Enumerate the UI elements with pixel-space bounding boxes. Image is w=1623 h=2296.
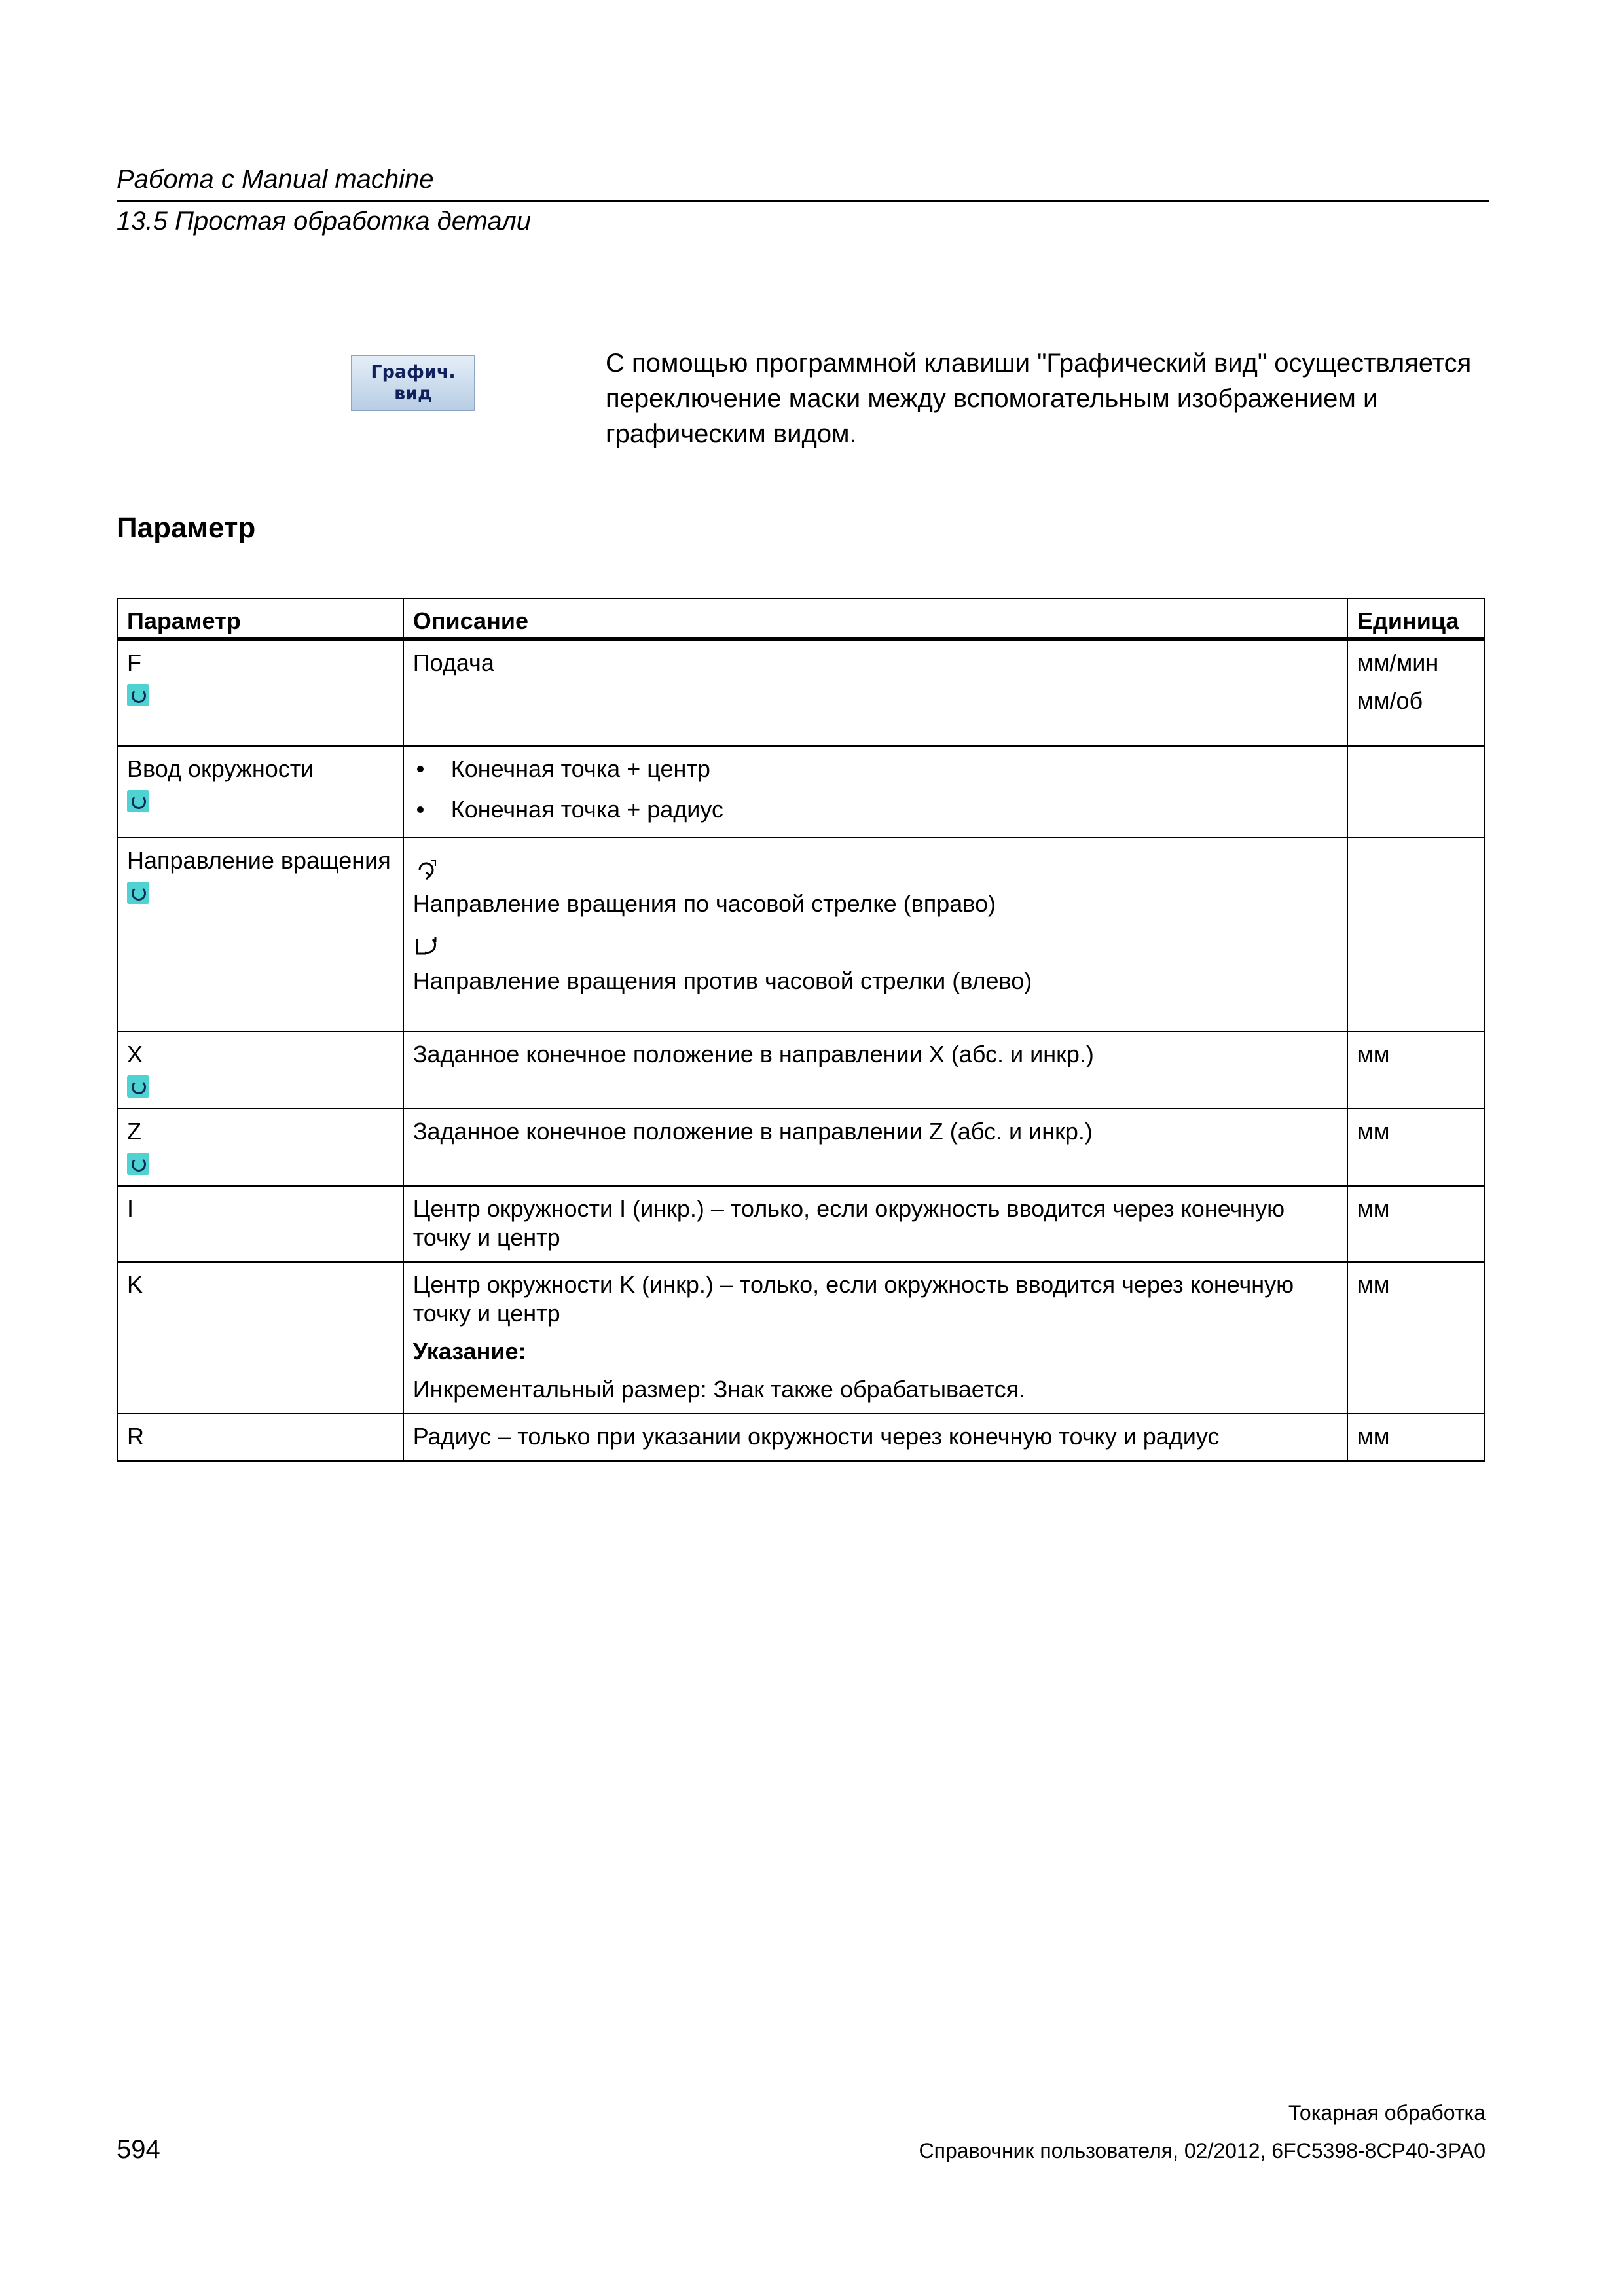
header-rule xyxy=(117,200,1489,202)
desc-cell: Заданное конечное положение в направлении X (абс. и инкр.) xyxy=(403,1031,1347,1109)
param-cell xyxy=(117,838,403,1031)
table-row-x xyxy=(117,1031,1484,1109)
graphic-view-softkey[interactable]: Графич. вид xyxy=(351,355,475,411)
rotation-clockwise-icon xyxy=(413,855,439,884)
note-text: Инкрементальный размер: Знак также обрабатывается. xyxy=(412,1376,1026,1403)
unit-cell: мм xyxy=(1347,1109,1484,1186)
table-row-f xyxy=(117,639,1484,746)
table-row-i xyxy=(117,1186,1484,1262)
desc-cell xyxy=(403,838,1347,1031)
param-name: X xyxy=(127,1041,143,1067)
desc-cell: Радиус – только при указании окружности через конечную точку и радиус xyxy=(403,1414,1347,1461)
header-param: Параметр xyxy=(117,598,403,639)
param-cell: R xyxy=(117,1414,403,1461)
rotation-cw-text: Направление вращения по часовой стрелке (вправо) xyxy=(412,890,996,917)
table-row-circle xyxy=(117,746,1484,838)
rotation-counterclockwise-icon xyxy=(413,933,439,961)
table-row-r xyxy=(117,1414,1484,1461)
table-row-z xyxy=(117,1109,1484,1186)
unit-value: мм/мин xyxy=(1357,649,1439,676)
param-name: Направление вращения xyxy=(127,847,391,874)
toggle-icon xyxy=(127,684,149,706)
bullet-list xyxy=(413,755,1338,824)
desc-cell: Заданное конечное положение в направлении Z (абс. и инкр.) xyxy=(403,1109,1347,1186)
unit-cell xyxy=(1347,838,1484,1031)
unit-cell: мм xyxy=(1347,1031,1484,1109)
desc-cell xyxy=(403,746,1347,838)
param-name: Ввод окружности xyxy=(127,755,314,782)
footer-document-id: Справочник пользователя, 02/2012, 6FC5398-8CP40-3PA0 xyxy=(919,2139,1486,2162)
unit-cell: мм xyxy=(1347,1186,1484,1262)
unit-cell: мм xyxy=(1347,1414,1484,1461)
footer-page-number: 594 xyxy=(117,2135,160,2164)
section-heading: Параметр xyxy=(117,512,256,544)
param-cell xyxy=(117,1031,403,1109)
toggle-icon xyxy=(127,1153,149,1175)
header-desc: Описание xyxy=(403,598,1347,639)
header-unit: Единица xyxy=(1347,598,1484,639)
table-row-k xyxy=(117,1262,1484,1414)
unit-cell: мм xyxy=(1347,1262,1484,1414)
unit-value: мм/об xyxy=(1357,687,1423,714)
footer-product: Токарная обработка xyxy=(1288,2101,1486,2125)
table-row-rotation xyxy=(117,838,1484,1031)
param-cell: K xyxy=(117,1262,403,1414)
desc-cell xyxy=(403,1262,1347,1414)
list-item: Конечная точка + центр xyxy=(413,755,1338,783)
header-section: 13.5 Простая обработка детали xyxy=(117,207,531,236)
toggle-icon xyxy=(127,882,149,904)
toggle-icon xyxy=(127,1075,149,1098)
header-chapter: Работа с Manual machine xyxy=(117,165,434,194)
rotation-ccw-text: Направление вращения против часовой стрелки (влево) xyxy=(412,967,1032,994)
param-name: F xyxy=(127,649,141,676)
table-header-row xyxy=(117,598,1484,639)
unit-cell xyxy=(1347,746,1484,838)
param-cell: I xyxy=(117,1186,403,1262)
param-cell xyxy=(117,746,403,838)
k-description: Центр окружности K (инкр.) – только, если окружность вводится через конечную точку и центр xyxy=(412,1271,1294,1327)
param-cell xyxy=(117,639,403,746)
parameter-table xyxy=(117,598,1485,1462)
desc-cell: Подача xyxy=(403,639,1347,746)
intro-text: С помощью программной клавиши "Графический вид" осуществляется переключение маски между вспомогательным изображением и графическим видом. xyxy=(606,349,1472,448)
list-item: Конечная точка + радиус xyxy=(413,795,1338,824)
param-name: Z xyxy=(127,1118,141,1145)
param-cell xyxy=(117,1109,403,1186)
desc-cell: Центр окружности I (инкр.) – только, если окружность вводится через конечную точку и центр xyxy=(403,1186,1347,1262)
unit-cell xyxy=(1347,639,1484,746)
toggle-icon xyxy=(127,790,149,812)
note-label: Указание: xyxy=(412,1338,526,1365)
